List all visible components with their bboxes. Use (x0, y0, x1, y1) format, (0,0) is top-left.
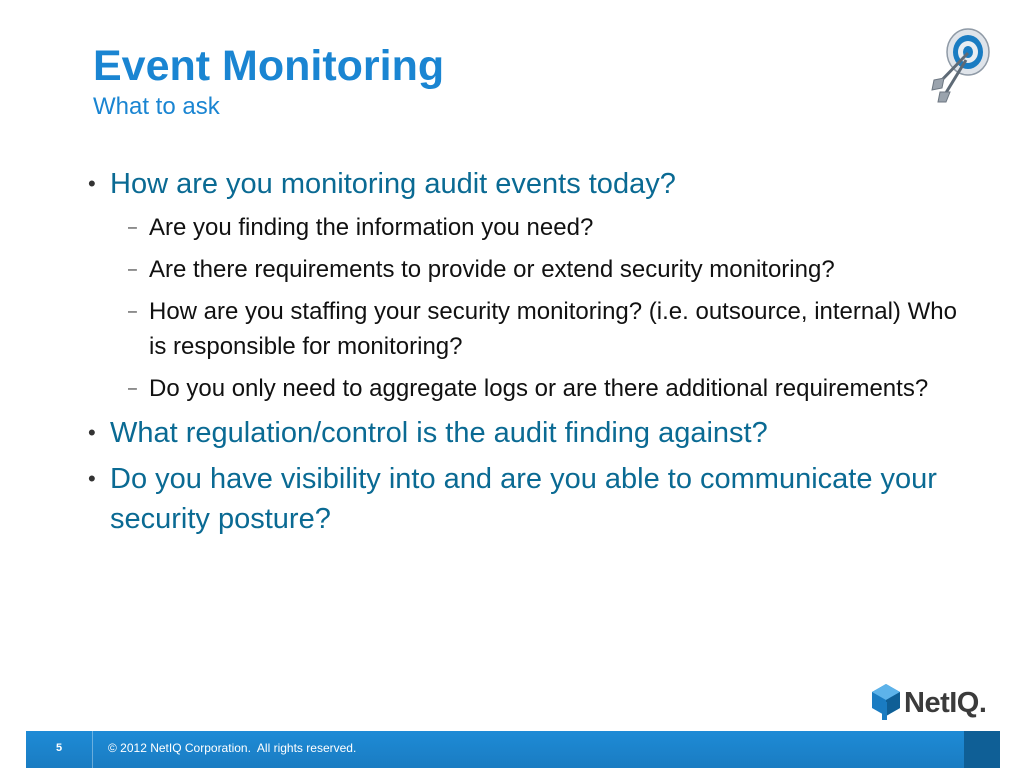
bullet-list (86, 164, 966, 545)
sub-bullet-marker: – (128, 219, 137, 236)
sub-bullet-marker: – (128, 261, 137, 278)
bullet-item (86, 164, 966, 204)
sub-bullet-text: Are you finding the information you need? (149, 214, 594, 241)
footer-bar (26, 731, 1000, 768)
slide-subtitle: What to ask (93, 93, 220, 120)
bullet-marker: • (88, 466, 96, 491)
sub-bullet-item (128, 252, 966, 287)
sub-bullet-marker: – (128, 380, 137, 397)
sub-bullet-item (128, 210, 966, 245)
bullet-text: Do you have visibility into and are you able to communicate your security posture? (110, 463, 937, 535)
bullet-marker: • (88, 171, 96, 196)
sub-bullet-list (86, 210, 966, 406)
target-icon (930, 26, 992, 104)
bullet-item (86, 459, 966, 539)
bullet-item (86, 413, 966, 453)
sub-bullet-marker: – (128, 303, 137, 320)
page-number: 5 (56, 742, 63, 754)
sub-bullet-text: How are you staffing your security monitoring? (i.e. outsource, internal) Who is responsible for monitoring? (149, 298, 957, 360)
netiq-logo-text: NetIQ. (904, 687, 987, 719)
slide-title: Event Monitoring (93, 42, 445, 90)
netiq-logo (870, 682, 994, 722)
sub-bullet-item (128, 371, 966, 406)
copyright-text: © 2012 NetIQ Corporation. All rights reserved. (108, 741, 357, 755)
sub-bullet-text: Do you only need to aggregate logs or are there additional requirements? (149, 375, 929, 402)
sub-bullet-item (128, 294, 966, 364)
footer-divider (92, 731, 93, 768)
sub-bullet-text: Are there requirements to provide or extend security monitoring? (149, 256, 835, 283)
bullet-marker: • (88, 420, 96, 445)
netiq-logo-icon (870, 682, 902, 722)
bullet-text: What regulation/control is the audit finding against? (110, 417, 768, 449)
footer-accent (964, 731, 1000, 768)
bullet-text: How are you monitoring audit events today? (110, 168, 676, 200)
